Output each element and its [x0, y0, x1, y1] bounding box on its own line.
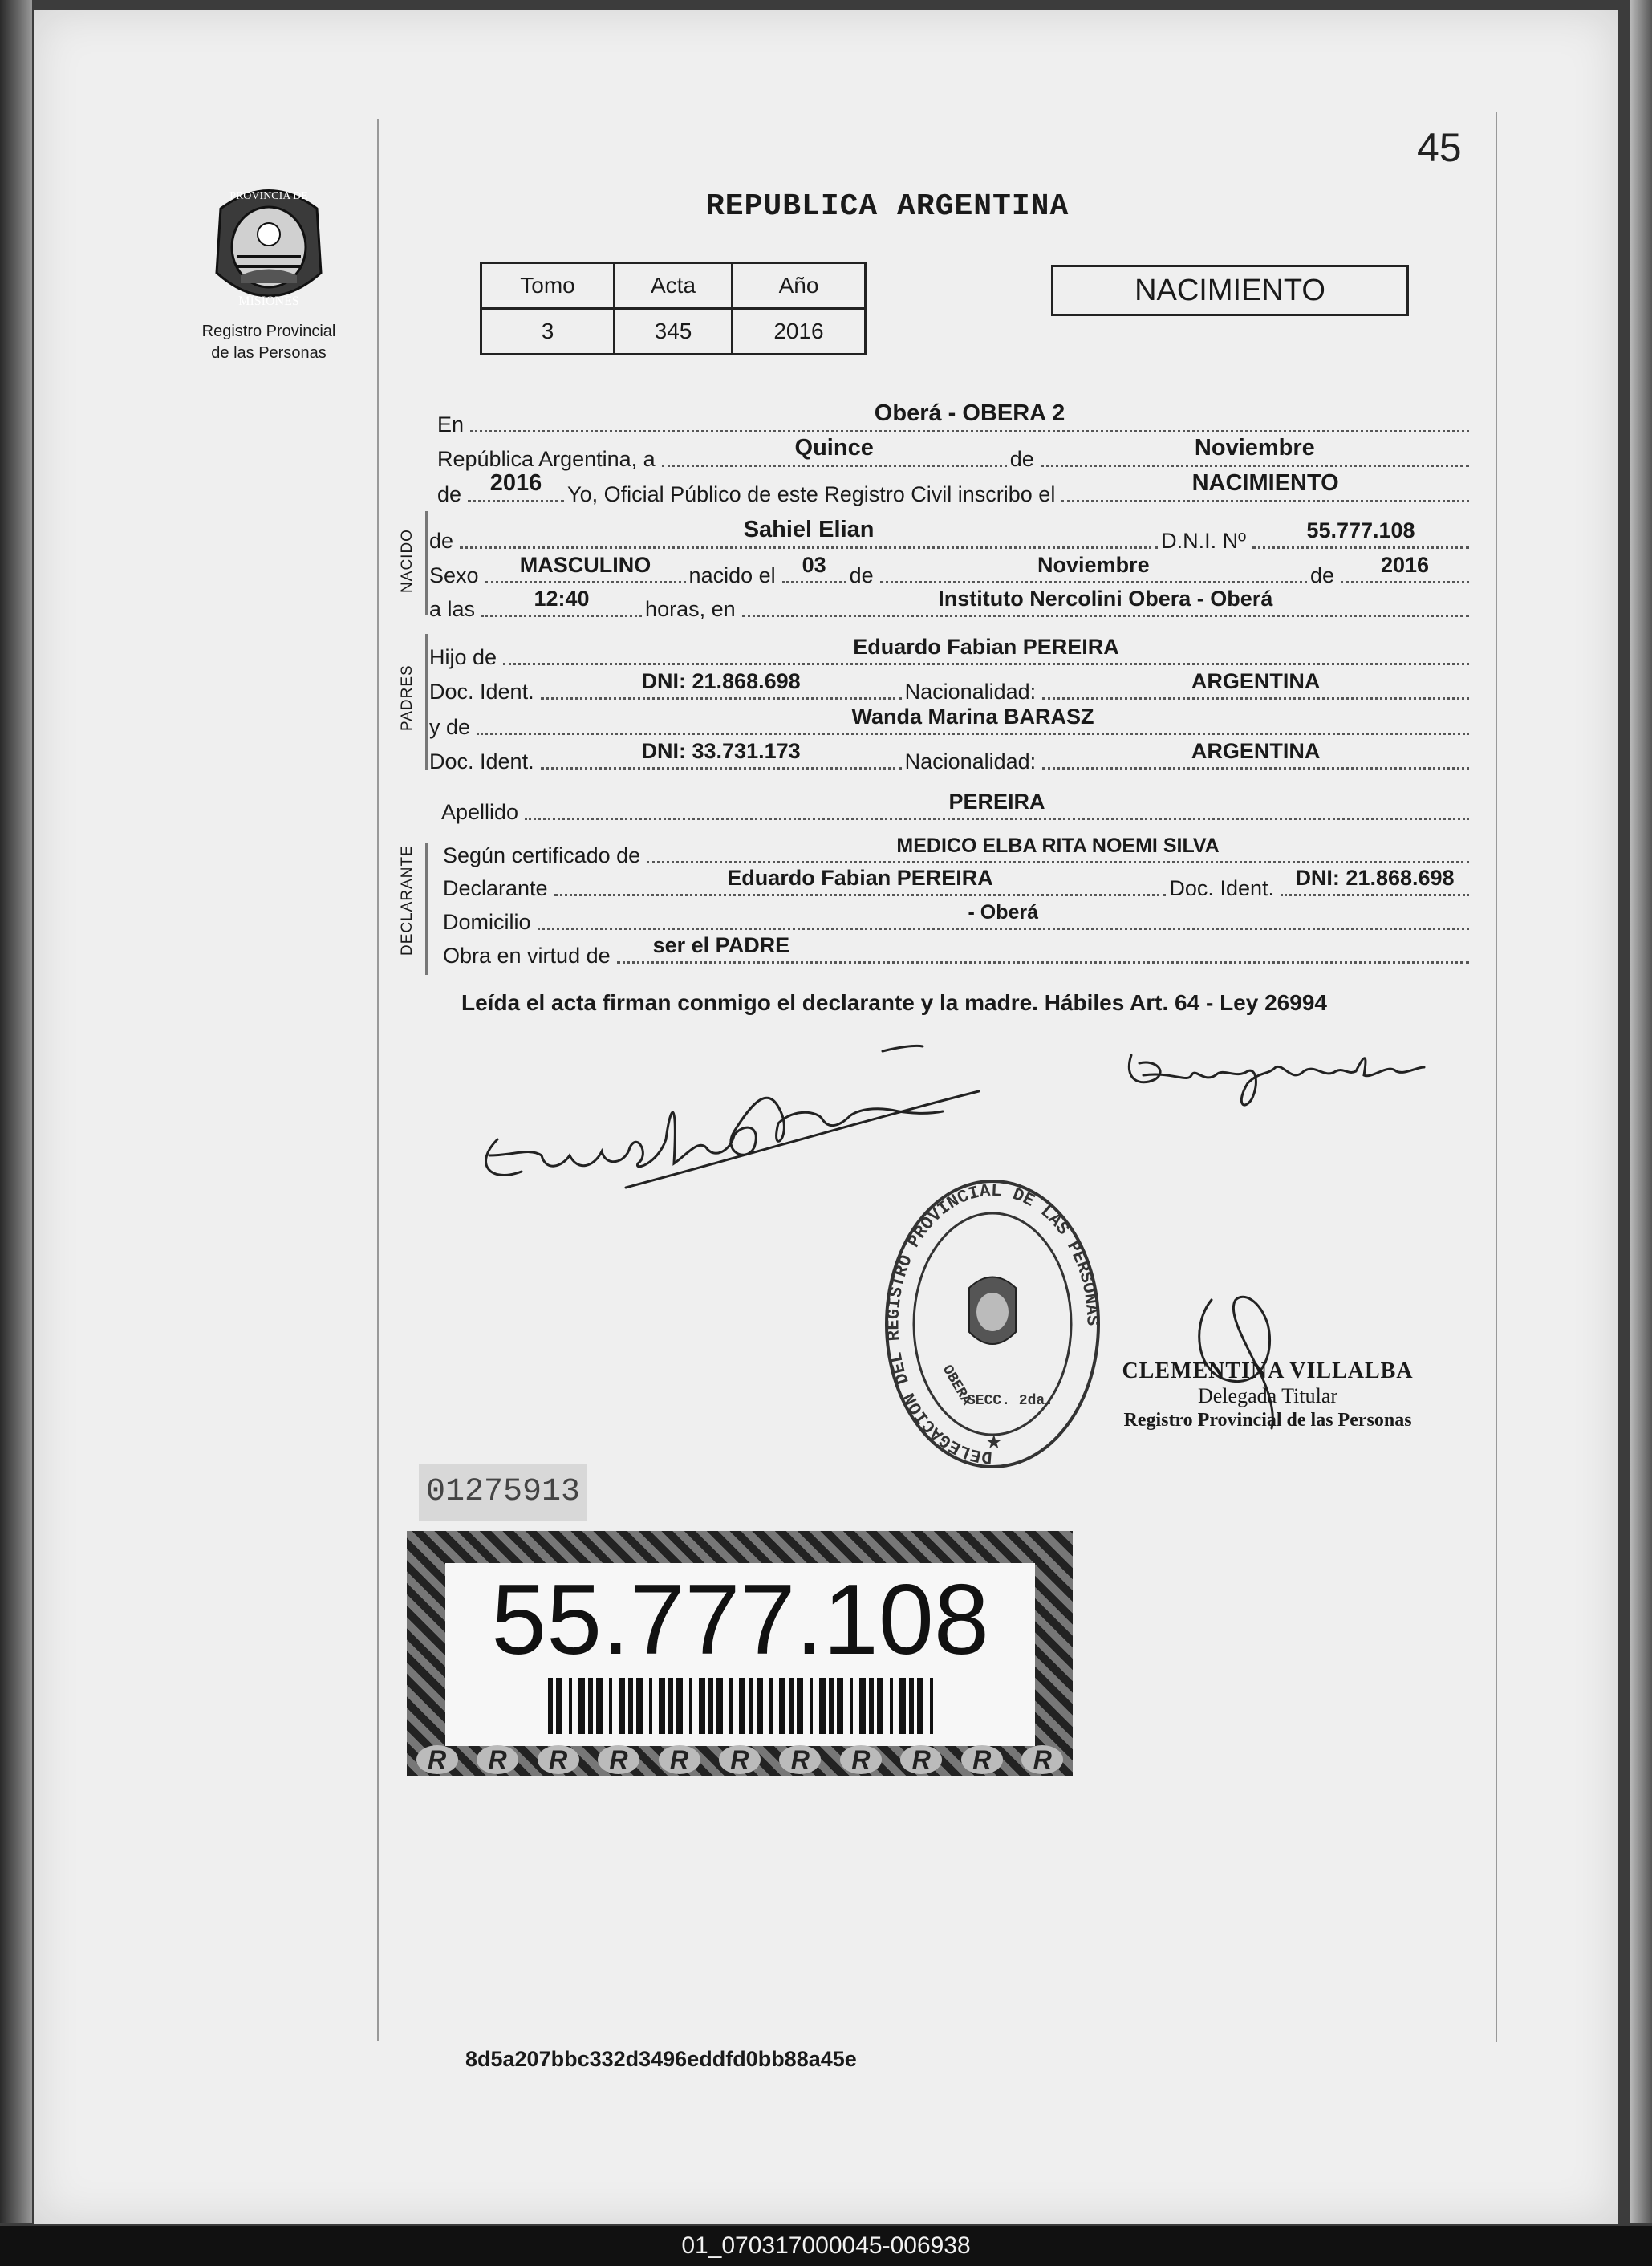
father-signature [486, 1046, 979, 1188]
declarant-doc-value: DNI: 21.868.698 [1295, 866, 1455, 890]
country-title: REPUBLICA ARGENTINA [706, 189, 1070, 224]
right-margin-line [1496, 112, 1497, 2042]
row-declarant: Declarante Eduardo Fabian PEREIRA Doc. Ident. DNI: 21.868.698 [443, 869, 1472, 901]
table-cell: 2016 [733, 309, 866, 355]
certificate-value: MEDICO ELBA RITA NOEMI SILVA [896, 835, 1220, 857]
row-capacity: Obra en virtud de ser el PADRE [443, 936, 1472, 969]
delegate-office: Registro Provincial de las Personas [1123, 1410, 1412, 1431]
birth-day-value: 03 [802, 553, 826, 577]
table-cell: 3 [481, 309, 615, 355]
row-sex-birth: Sexo MASCULINO nacido el 03 de Noviembre de 2016 [429, 556, 1472, 588]
row-certificate: Según certificado de MEDICO ELBA RITA NOEMI SILVA [443, 836, 1472, 868]
id-number-label [407, 1531, 1073, 1776]
book-spine [0, 0, 32, 2223]
section-label-declarante: DECLARANTE [399, 845, 416, 956]
delegate-title: Delegada Titular [1197, 1384, 1338, 1407]
child-dni-value: 55.777.108 [1306, 518, 1415, 542]
place-value: Oberá - OBERA 2 [874, 400, 1065, 426]
document-hash: 8d5a207bbc332d3496eddfd0bb88a45e [465, 2047, 857, 2071]
section-label-padres: PADRES [399, 664, 416, 731]
row-time-place: a las 12:40 horas, en Instituto Nercolini Obera - Oberá [429, 590, 1472, 622]
row-father-doc: Doc. Ident. DNI: 21.868.698 Nacionalidad: ARGENTINA [429, 672, 1472, 705]
official-seal-icon [883, 1172, 1103, 1476]
father-name-value: Eduardo Fabian PEREIRA [853, 635, 1119, 659]
page-edge [1630, 0, 1652, 2223]
svg-text:MISIONES: MISIONES [238, 294, 299, 308]
row-domicile: Domicilio - Oberá [443, 903, 1472, 935]
table-header: Acta [615, 263, 733, 309]
row-father: Hijo de Eduardo Fabian PEREIRA [429, 638, 1472, 670]
surname-value: PEREIRA [948, 790, 1045, 814]
delegate-block [1115, 1358, 1420, 1433]
scan-footer: 01_070317000045-006938 [0, 2226, 1652, 2266]
mother-nationality-value: ARGENTINA [1191, 739, 1321, 763]
page-number: 45 [1417, 125, 1462, 170]
mother-name-value: Wanda Marina BARASZ [851, 705, 1094, 729]
act-value: NACIMIENTO [1191, 470, 1339, 496]
table-header: Tomo [481, 263, 615, 309]
mother-doc-value: DNI: 33.731.173 [641, 739, 801, 763]
left-margin-line [377, 119, 379, 2041]
father-nationality-value: ARGENTINA [1191, 669, 1321, 693]
row-mother-doc: Doc. Ident. DNI: 33.731.173 Nacionalidad: ARGENTINA [429, 742, 1472, 774]
row-name: de Sahiel Elian D.N.I. Nº 55.777.108 [429, 522, 1472, 554]
stamp-number: 01275913 [419, 1464, 587, 1521]
row-surname: Apellido PEREIRA [441, 793, 1472, 825]
barcode [548, 1678, 933, 1734]
father-doc-value: DNI: 21.868.698 [641, 669, 801, 693]
birth-time-value: 12:40 [534, 587, 590, 611]
table-cell: 345 [615, 309, 733, 355]
closing-statement: Leída el acta firman conmigo el declarante y la madre. Hábiles Art. 64 - Ley 26994 [461, 990, 1327, 1015]
svg-text:★: ★ [985, 1431, 1003, 1453]
month-value: Noviembre [1194, 435, 1315, 461]
domicile-value: - Oberá [968, 901, 1039, 924]
sex-value: MASCULINO [519, 553, 651, 577]
record-reference-table [480, 262, 867, 355]
row-date: República Argentina, a Quince de Noviembre [437, 440, 1472, 472]
capacity-value: ser el PADRE [652, 933, 790, 957]
misiones-crest-icon [205, 177, 333, 319]
delegate-name: CLEMENTINA VILLALBA [1122, 1358, 1414, 1383]
child-name-value: Sahiel Elian [743, 517, 875, 542]
registry-name: Registro Provincial de las Personas [201, 323, 336, 362]
svg-text:PROVINCIA DE: PROVINCIA DE [229, 190, 308, 202]
table-header: Año [733, 263, 866, 309]
security-pattern: R R R R R R R R R R R [407, 1744, 1073, 1776]
day-value: Quince [794, 435, 874, 461]
birth-year-value: 2016 [1380, 553, 1430, 577]
birth-month-value: Noviembre [1037, 553, 1150, 577]
section-divider [425, 634, 428, 770]
section-divider [425, 511, 428, 615]
year-value: 2016 [489, 470, 542, 496]
mother-signature [1129, 1055, 1424, 1105]
svg-text:OBERA: OBERA [938, 1362, 975, 1408]
id-number: 55.777.108 [491, 1565, 989, 1675]
svg-text:SECC. 2da.: SECC. 2da. [967, 1393, 1054, 1409]
birth-place-value: Instituto Nercolini Obera - Oberá [938, 587, 1273, 611]
section-divider [425, 843, 428, 975]
record-type-box: NACIMIENTO [1051, 265, 1409, 316]
svg-text:DELEGACION DEL REGISTRO PROVIN: DELEGACION DEL REGISTRO PROVINCIAL DE LAS PERSONAS [883, 1180, 1102, 1468]
row-place: En Oberá - OBERA 2 [437, 405, 1472, 437]
row-mother: y de Wanda Marina BARASZ [429, 708, 1472, 740]
section-label-nacido: NACIDO [399, 529, 416, 593]
declarant-value: Eduardo Fabian PEREIRA [727, 866, 993, 890]
row-year-act: de 2016 Yo, Oficial Público de este Registro Civil inscribo el NACIMIENTO [437, 475, 1472, 507]
